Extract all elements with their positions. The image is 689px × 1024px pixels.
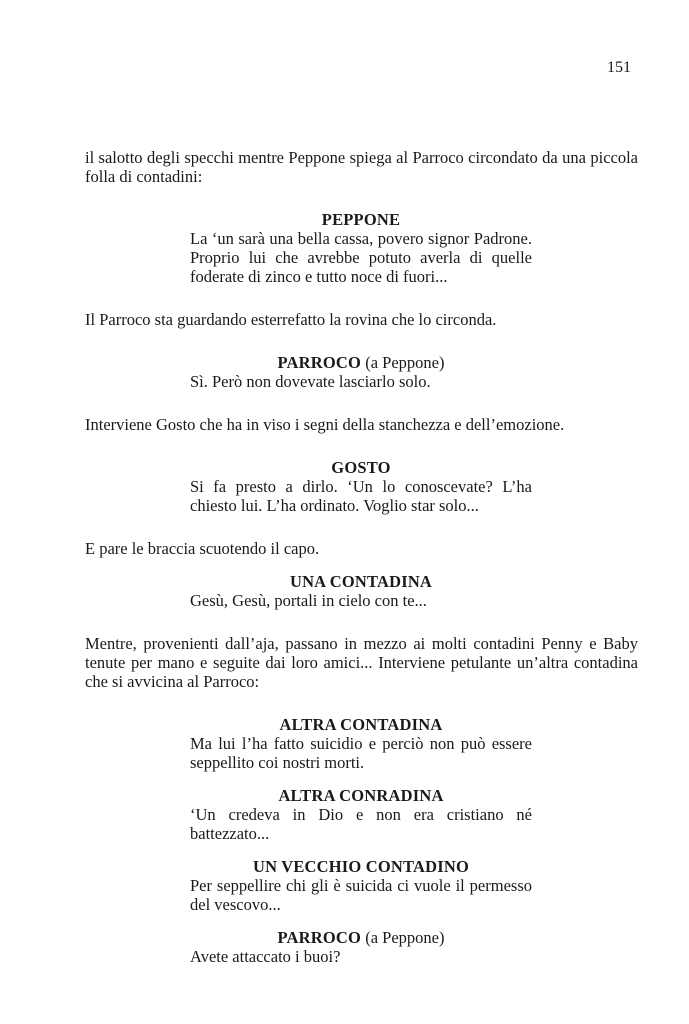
speaker-line [190,572,532,591]
speaker-name: ALTRA CONRADINA [278,786,444,805]
dialogue-text: Si fa presto a dirlo. ‘Un lo conoscevate? L’ha chiesto lui. L’ha ordinato. Voglio star solo... [190,477,532,515]
script-body [85,148,638,966]
speaker-aside: (a Peppone) [365,928,445,947]
stage-direction: il salotto degli specchi mentre Peppone spiega al Parroco circondato da una piccola folla di contadini: [85,148,638,186]
dialogue-block [190,353,532,391]
stage-direction: E pare le braccia scuotendo il capo. [85,539,320,558]
stage-direction: Mentre, provenienti dall’aja, passano in mezzo ai molti contadini Penny e Baby tenute per mano e seguite dai loro amici... Interviene petulante un’altra contadina che si avvicina al Parroco: [85,634,638,691]
page-number: 151 [607,59,631,76]
dialogue-block [190,928,532,966]
speaker-name: PARROCO [277,353,362,372]
stage-direction: Il Parroco sta guardando esterrefatto la rovina che lo circonda. [85,310,497,329]
dialogue-text: ‘Un credeva in Dio e non era cristiano né battezzato... [190,805,532,843]
dialogue-text: Per seppellire chi gli è suicida ci vuole il permesso del vescovo... [190,876,532,914]
speaker-name: UN VECCHIO CONTADINO [252,857,470,876]
speaker-line [190,928,532,947]
dialogue-block [190,572,532,610]
dialogue-text: Sì. Però non dovevate lasciarlo solo. [190,372,431,391]
dialogue-text: La ‘un sarà una bella cassa, povero signor Padrone. Proprio lui che avrebbe potuto averla di quelle foderate di zinco e tutto noce di fuori... [190,229,532,286]
speaker-line [190,458,532,477]
dialogue-block [190,715,532,772]
dialogue-block [190,786,532,843]
speaker-name: UNA CONTADINA [289,572,433,591]
speaker-name: GOSTO [331,458,391,477]
dialogue-text: Avete attaccato i buoi? [190,947,341,966]
dialogue-text: Ma lui l’ha fatto suicidio e perciò non può essere seppellito coi nostri morti. [190,734,532,772]
speaker-line [190,857,532,876]
dialogue-text: Gesù, Gesù, portali in cielo con te... [190,591,427,610]
dialogue-block [190,857,532,914]
stage-direction: Interviene Gosto che ha in viso i segni della stanchezza e dell’emozione. [85,415,565,434]
speaker-aside: (a Peppone) [365,353,445,372]
speaker-line [190,210,532,229]
speaker-line [190,353,532,372]
speaker-name: PARROCO [277,928,362,947]
speaker-line [190,786,532,805]
speaker-name: ALTRA CONTADINA [279,715,443,734]
dialogue-block [190,210,532,286]
dialogue-block [190,458,532,515]
speaker-name: PEPPONE [321,210,401,229]
speaker-line [190,715,532,734]
